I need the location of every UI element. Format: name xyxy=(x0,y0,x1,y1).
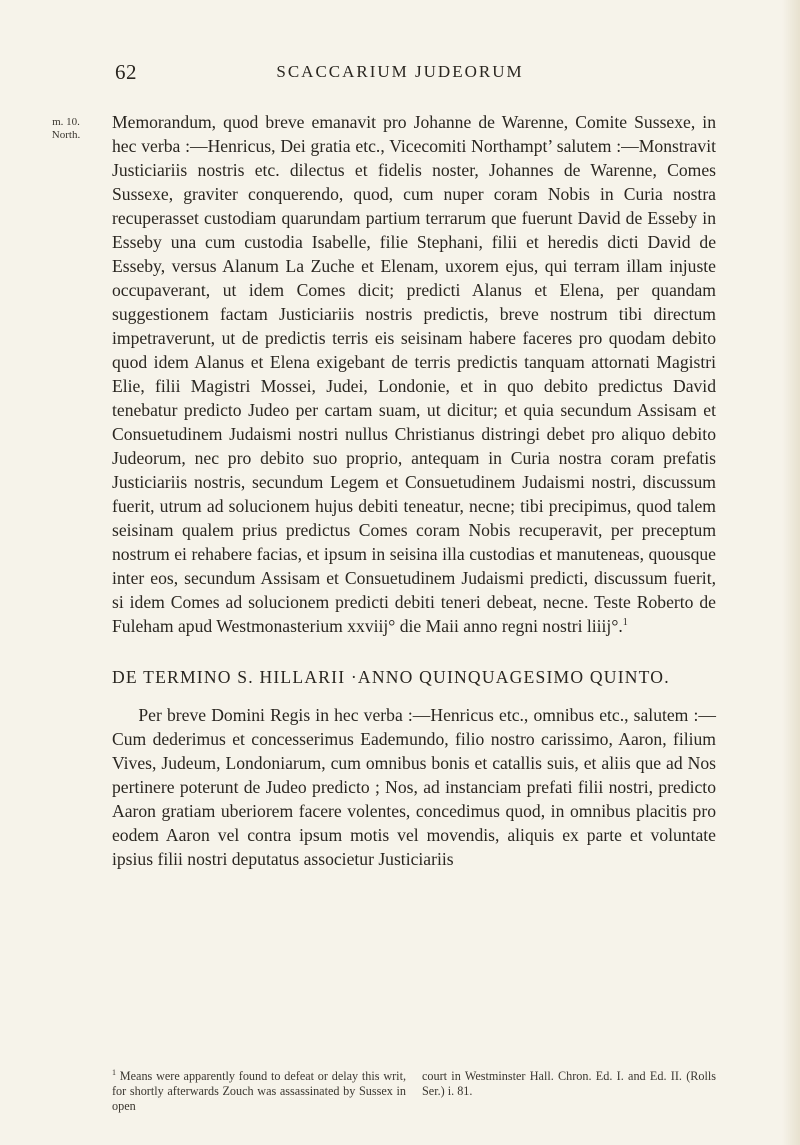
body-text xyxy=(112,110,716,871)
per-breve-paragraph: Per breve Domini Regis in hec verba :—Henricus etc., omnibus etc., salutem :—Cum dederimus et concesserimus Eademundo, filio nostro carissimo, Aaron, filium Vives, Judeum, Londoniarum, cum omnibus bonis et catallis suis, et aliis que ad Nos pertinere poterunt de Judeo predicto ; Nos, ad instanciam prefati filii nostri, predicto Aaron gratiam uberiorem facere volentes, concedimus quod, in omnibus placitis pro eodem Aaron vel contra ipsum motis vel movendis, aliquis ex parte et voluntate ipsius filii nostri deputatus associetur Justiciariis xyxy=(112,705,716,869)
footnote-mark: 1 xyxy=(112,1067,116,1077)
memorandum-paragraph xyxy=(112,110,716,638)
footnote-reference: 1 xyxy=(622,617,628,629)
margin-note xyxy=(42,116,90,142)
section-heading: DE TERMINO S. HILLARII ·ANNO QUINQUAGESIMO QUINTO. xyxy=(112,667,670,687)
footnote-text-left: Means were apparently found to defeat or delay this writ, for shortly afterwards Zouch was assassinated by Sussex in open xyxy=(112,1069,407,1113)
running-title: SCACCARIUM JUDEORUM xyxy=(276,62,524,81)
page-header xyxy=(0,60,800,90)
page-number: 62 xyxy=(115,60,137,84)
footnote-column-left xyxy=(112,1069,406,1114)
memorandum-text: Memorandum, quod breve emanavit pro Johanne de Warenne, Comite Sussexe, in hec verba :—Henricus, Dei gratia etc., Vicecomiti Northampt’ salutem :—Monstravit Justiciariis nostris etc. dilectus et fidelis noster, Johannes de Warenne, Comes Sussexe, graviter conquerendo, quod, cum nuper coram Nobis in Curia nostra recuperasset custodiam quarundam partium terrarum que fuerunt David de Esseby in Esseby una cum custodia Isabelle, filie Stephani, filii et heredis dicti David de Esseby, versus Alanum La Zuche et Elenam, uxorem ejus, qui terram illam injuste occupaverant, ut idem Comes dicit; predicti Alanus et Elena, per quandam suggestionem factam Justiciariis nostris predictis, breve nostrum tibi directum impetraverunt, ut de predictis terris eis seisinam habere faceres pro quodam debito quod idem Alanus et Elena exigebant de terris predictis tanquam attornati Magistri Elie, filii Magistri Mossei, Judei, Londonie, et in quo debito predictus David tenebatur predicto Judeo per cartam suam, ut dicitur; et quia secundum Assisam et Consuetudinem Judaismi nostri nullus Christianus distringi debet pro aliquo debito Judeorum, nec pro debito suo proprio, antequam in Curia nostra coram prefatis Justiciariis nostris, secundum Legem et Consuetudinem Judaismi nostri, discussum fuerit, utrum ad solucionem hujus debiti teneatur, necne; tibi precipimus, quod talem seisinam qualem prius predictus Comes coram Nobis recuperavit, per preceptum nostrum ei rehabere facias, et ipsum in seisina illa custodias et manuteneas, quousque inter eos, secundum Assisam et Consuetudinem Judaismi predicti, discussum fuerit, si idem Comes ad solucionem predicti debiti teneri debeat, necne. Teste Roberto de Fuleham apud Westmonasterium xxviij° die Maii anno regni nostri liiij°. xyxy=(112,112,716,636)
margin-note-county: North. xyxy=(51,129,81,141)
page-edge-shadow xyxy=(782,0,800,1145)
footnotes xyxy=(112,1069,716,1114)
footnote-column-right: court in Westminster Hall. Chron. Ed. I. and Ed. II. (Rolls Ser.) i. 81. xyxy=(422,1069,716,1098)
margin-note-membrane: m. 10. xyxy=(52,116,80,128)
